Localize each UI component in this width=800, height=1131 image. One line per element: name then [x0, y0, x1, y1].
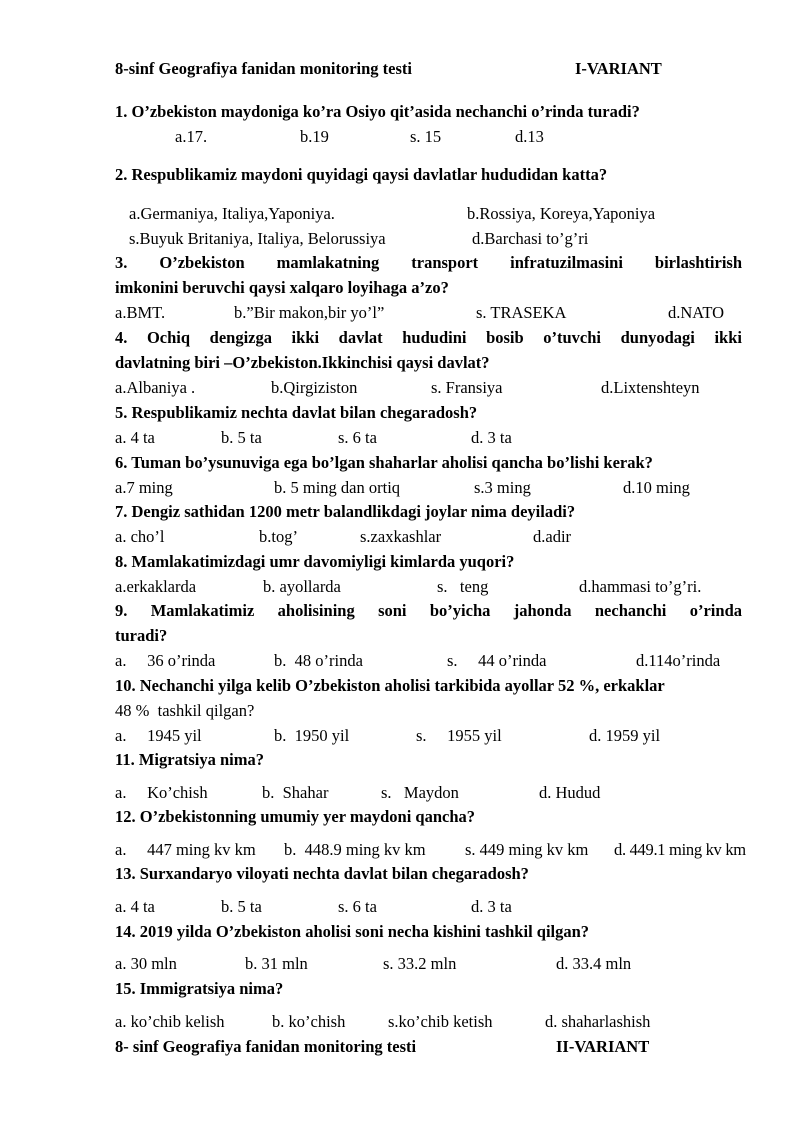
q9-option-d: d.114o’rinda — [636, 651, 721, 670]
question-5: 5. Respublikamiz nechta davlat bilan chegaradosh? — [115, 403, 478, 422]
q8-option-c: s. teng — [437, 577, 489, 596]
q9-option-a: a. 36 o’rinda — [115, 651, 216, 670]
q9-option-c: s. 44 o’rinda — [447, 651, 547, 670]
q8-option-d: d.hammasi to’g’ri. — [579, 577, 702, 596]
q1-option-c: s. 15 — [410, 127, 442, 146]
question-15: 15. Immigratsiya nima? — [115, 979, 284, 998]
q14-option-c: s. 33.2 mln — [383, 954, 457, 973]
q15-option-a: a. ko’chib kelish — [115, 1012, 225, 1031]
q1-option-d: d.13 — [515, 127, 544, 146]
variant-2-label: II-VARIANT — [556, 1037, 650, 1056]
q3-option-a: a.BMT. — [115, 303, 166, 322]
q2-option-b: b.Rossiya, Koreya,Yaponiya — [467, 204, 656, 223]
q5-option-a: a. 4 ta — [115, 428, 155, 447]
q6-option-a: a.7 ming — [115, 478, 173, 497]
variant-label: I-VARIANT — [575, 59, 662, 78]
q11-option-c: s. Maydon — [381, 783, 459, 802]
q13-option-d: d. 3 ta — [471, 897, 512, 916]
q15-option-d: d. shaharlashish — [545, 1012, 651, 1031]
question-4-line-1: 4. Ochiq dengizga ikki davlat hududini bosib o’tuvchi dunyodagi ikki — [115, 328, 742, 347]
q7-option-d: d.adir — [533, 527, 572, 546]
q11-option-b: b. Shahar — [262, 783, 329, 802]
q13-option-c: s. 6 ta — [338, 897, 377, 916]
q12-option-a: a. 447 ming kv km — [115, 840, 256, 859]
question-2: 2. Respublikamiz maydoni quyidagi qaysi davlatlar hududidan katta? — [115, 165, 608, 184]
q13-option-a: a. 4 ta — [115, 897, 155, 916]
question-9-line-1: 9. Mamlakatimiz aholisining soni bo’yicha jahonda nechanchi o’rinda — [115, 601, 742, 620]
q12-option-d: d. 449.1 ming kv km — [614, 840, 746, 859]
q8-option-b: b. ayollarda — [263, 577, 341, 596]
question-13: 13. Surxandaryo viloyati nechta davlat bilan chegaradosh? — [115, 864, 529, 883]
q6-option-c: s.3 ming — [474, 478, 531, 497]
q4-option-c: s. Fransiya — [431, 378, 503, 397]
q10-option-b: b. 1950 yil — [274, 726, 350, 745]
q7-option-b: b.tog’ — [259, 527, 298, 546]
question-14: 14. 2019 yilda O’zbekiston aholisi soni necha kishini tashkil qilgan? — [115, 922, 590, 941]
question-1: 1. O’zbekiston maydoniga ko’ra Osiyo qit’asida nechanchi o’rinda turadi? — [115, 102, 640, 121]
q2-option-a: a.Germaniya, Italiya,Yaponiya. — [129, 204, 335, 223]
q13-option-b: b. 5 ta — [221, 897, 262, 916]
q14-option-d: d. 33.4 mln — [556, 954, 632, 973]
q4-option-d: d.Lixtenshteyn — [601, 378, 700, 397]
question-10-line-1: 10. Nechanchi yilga kelib O’zbekiston aholisi tarkibida ayollar 52 %, erkaklar — [115, 676, 665, 695]
q1-option-a: a.17. — [175, 127, 208, 146]
question-10-line-2: 48 % tashkil qilgan? — [115, 701, 255, 720]
q6-option-b: b. 5 ming dan ortiq — [274, 478, 401, 497]
q11-option-a: a. Ko’chish — [115, 783, 208, 802]
q3-option-c: s. TRASEKA — [476, 303, 567, 322]
q5-option-b: b. 5 ta — [221, 428, 262, 447]
q2-option-d: d.Barchasi to’g’ri — [472, 229, 589, 248]
q10-option-d: d. 1959 yil — [589, 726, 661, 745]
q3-option-b: b.”Bir makon,bir yo’l” — [234, 303, 385, 322]
variant-2-title: 8- sinf Geografiya fanidan monitoring testi — [115, 1037, 417, 1056]
q6-option-d: d.10 ming — [623, 478, 690, 497]
q1-option-b: b.19 — [300, 127, 329, 146]
question-7: 7. Dengiz sathidan 1200 metr balandlikdagi joylar nima deyiladi? — [115, 502, 576, 521]
q4-option-a: a.Albaniya . — [115, 378, 196, 397]
q15-option-b: b. ko’chish — [272, 1012, 346, 1031]
question-8: 8. Mamlakatimizdagi umr davomiyligi kimlarda yuqori? — [115, 552, 515, 571]
q14-option-b: b. 31 mln — [245, 954, 308, 973]
q3-option-d: d.NATO — [668, 303, 725, 322]
question-9-line-2: turadi? — [115, 626, 168, 645]
q7-option-c: s.zaxkashlar — [360, 527, 442, 546]
q14-option-a: a. 30 mln — [115, 954, 177, 973]
question-6: 6. Tuman bo’ysunuviga ega bo’lgan shaharlar aholisi qancha bo’lishi kerak? — [115, 453, 653, 472]
question-4-line-2: davlatning biri –O’zbekiston.Ikkinchisi qaysi davlat? — [115, 353, 490, 372]
q10-option-c: s. 1955 yil — [416, 726, 502, 745]
q7-option-a: a. cho’l — [115, 527, 165, 546]
q5-option-d: d. 3 ta — [471, 428, 512, 447]
question-12: 12. O’zbekistonning umumiy yer maydoni qancha? — [115, 807, 476, 826]
q11-option-d: d. Hudud — [539, 783, 601, 802]
q8-option-a: a.erkaklarda — [115, 577, 197, 596]
q2-option-c: s.Buyuk Britaniya, Italiya, Belorussiya — [129, 229, 386, 248]
q4-option-b: b.Qirgiziston — [271, 378, 358, 397]
q12-option-c: s. 449 ming kv km — [465, 840, 589, 859]
question-3-line-2: imkonini beruvchi qaysi xalqaro loyihaga a’zo? — [115, 278, 449, 297]
q15-option-c: s.ko’chib ketish — [388, 1012, 493, 1031]
q5-option-c: s. 6 ta — [338, 428, 377, 447]
q12-option-b: b. 448.9 ming kv km — [284, 840, 426, 859]
question-3-line-1: 3. O’zbekiston mamlakatning transport infratuzilmasini birlashtirish — [115, 253, 742, 272]
q10-option-a: a. 1945 yil — [115, 726, 202, 745]
page-title: 8-sinf Geografiya fanidan monitoring testi — [115, 59, 412, 78]
question-11: 11. Migratsiya nima? — [115, 750, 264, 769]
q9-option-b: b. 48 o’rinda — [274, 651, 363, 670]
